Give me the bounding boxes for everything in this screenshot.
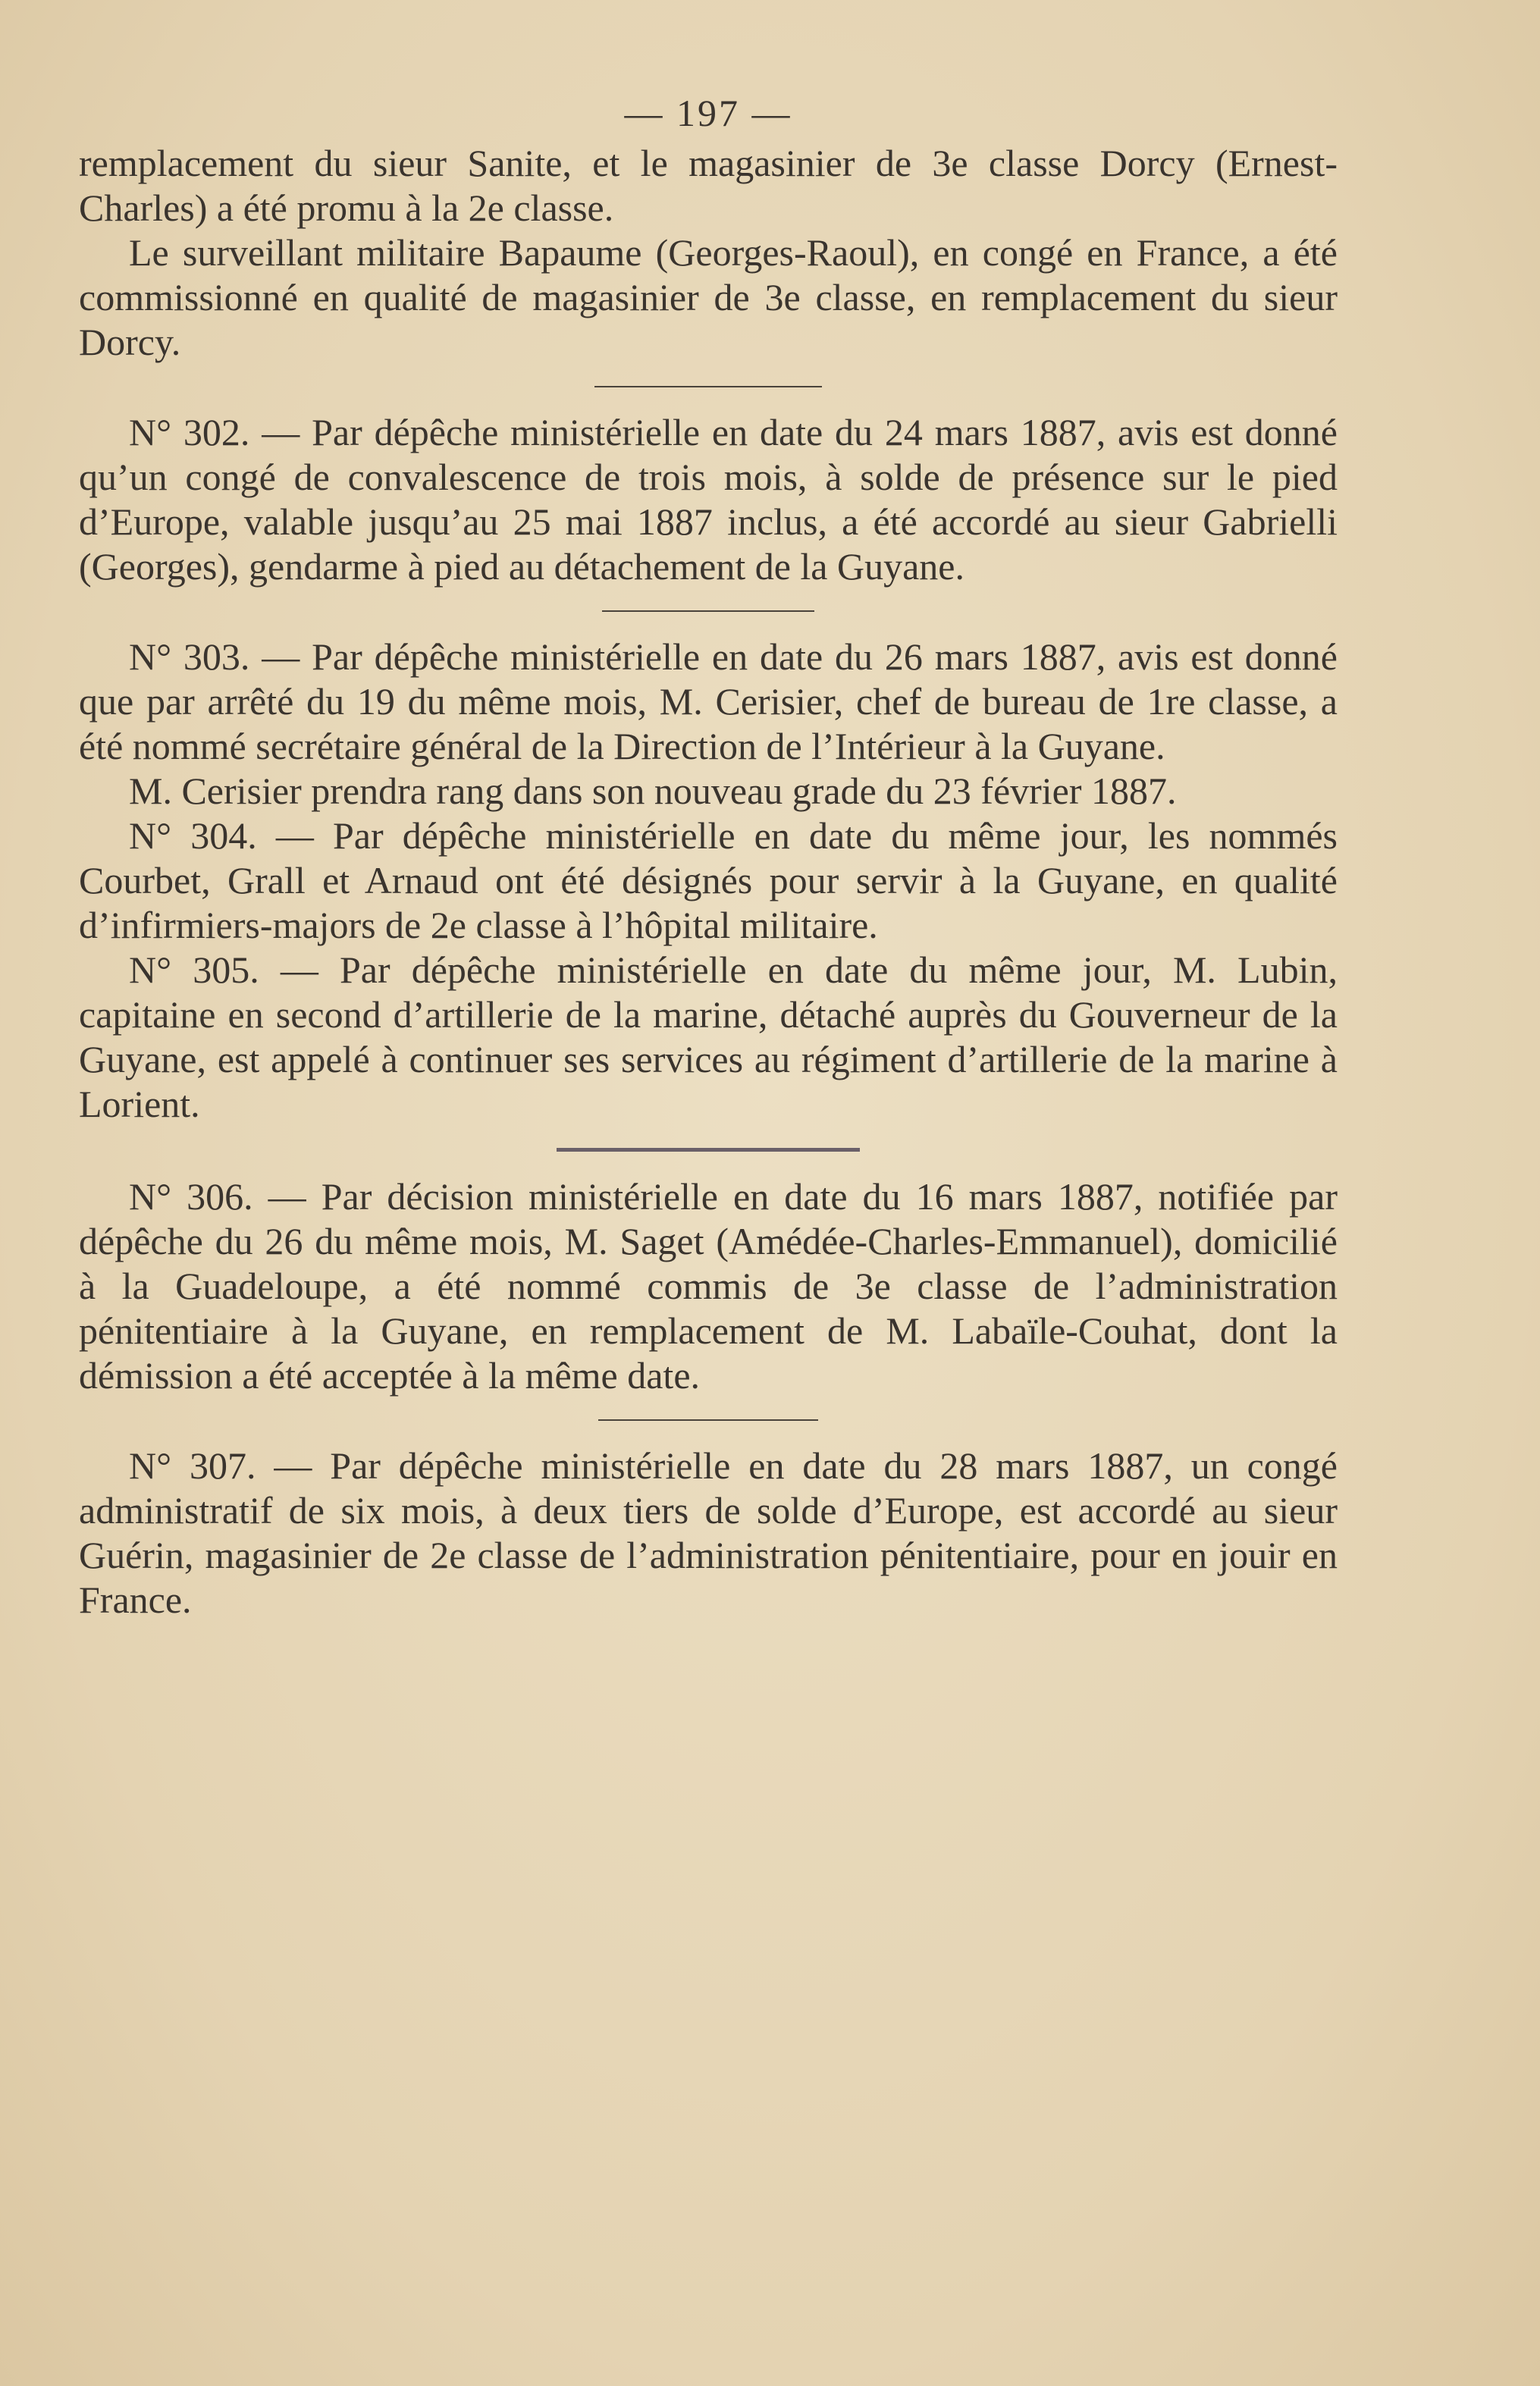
section-divider [557,1148,860,1152]
section-divider [598,1419,818,1421]
paragraph-bapaume: Le surveillant militaire Bapaume (Georges-Raoul), en congé en France, a été commissionné en qualité de magasinier de 3e classe, en remplacement du sieur Dorcy. [79,231,1338,363]
paragraph-304: N° 304. — Par dépêche ministérielle en date du même jour, les nommés Courbet, Grall et Arnaud ont été désignés pour servir à la Guyane, en qualité d’infirmiers-majors de 2e classe à l’hôpital militaire. [79,814,1338,946]
section-divider [602,610,814,612]
paragraph-305: N° 305. — Par dépêche ministérielle en date du même jour, M. Lubin, capitaine en second d’artillerie de la marine, détaché auprès du Gouverneur de la Guyane, est appelé à continuer ses services au régiment d’artillerie de la marine à Lorient. [79,948,1338,1125]
paragraph-303: N° 303. — Par dépêche ministérielle en date du 26 mars 1887, avis est donné que par arrêté du 19 du même mois, M. Cerisier, chef de bureau de 1re classe, a été nommé secrétaire général de la Direction de l’Intérieur à la Guyane. [79,635,1338,767]
paragraph-302: N° 302. — Par dépêche ministérielle en date du 24 mars 1887, avis est donné qu’un congé de convalescence de trois mois, à solde de présence sur le pied d’Europe, valable jusqu’au 25 mai 1887 inclus, a été accordé au sieur Gabrielli (Georges), gendarme à pied au détachement de la Guyane. [79,411,1338,588]
paragraph-306: N° 306. — Par décision ministérielle en date du 16 mars 1887, notifiée par dépêche du 26 du même mois, M. Saget (Amédée-Charles-Emmanuel), domicilié à la Guadeloupe, a été nommé commis de 3e classe de l’administration pénitentiaire à la Guyane, en remplacement de M. Labaïle-Couhat, dont la démission a été acceptée à la même date. [79,1175,1338,1397]
paragraph-continuation: remplacement du sieur Sanite, et le magasinier de 3e classe Dorcy (Ernest-Charles) a été promu à la 2e classe. [79,142,1338,229]
section-divider [594,386,822,387]
paragraph-303-cont: M. Cerisier prendra rang dans son nouveau grade du 23 février 1887. [129,770,1177,812]
page-number: — 197 — [624,92,792,134]
document-page [79,91,1338,1623]
paragraph-307: N° 307. — Par dépêche ministérielle en date du 28 mars 1887, un congé administratif de six mois, à deux tiers de solde d’Europe, est accordé au sieur Guérin, magasinier de 2e classe de l’administration pénitentiaire, pour en jouir en France. [79,1444,1338,1621]
